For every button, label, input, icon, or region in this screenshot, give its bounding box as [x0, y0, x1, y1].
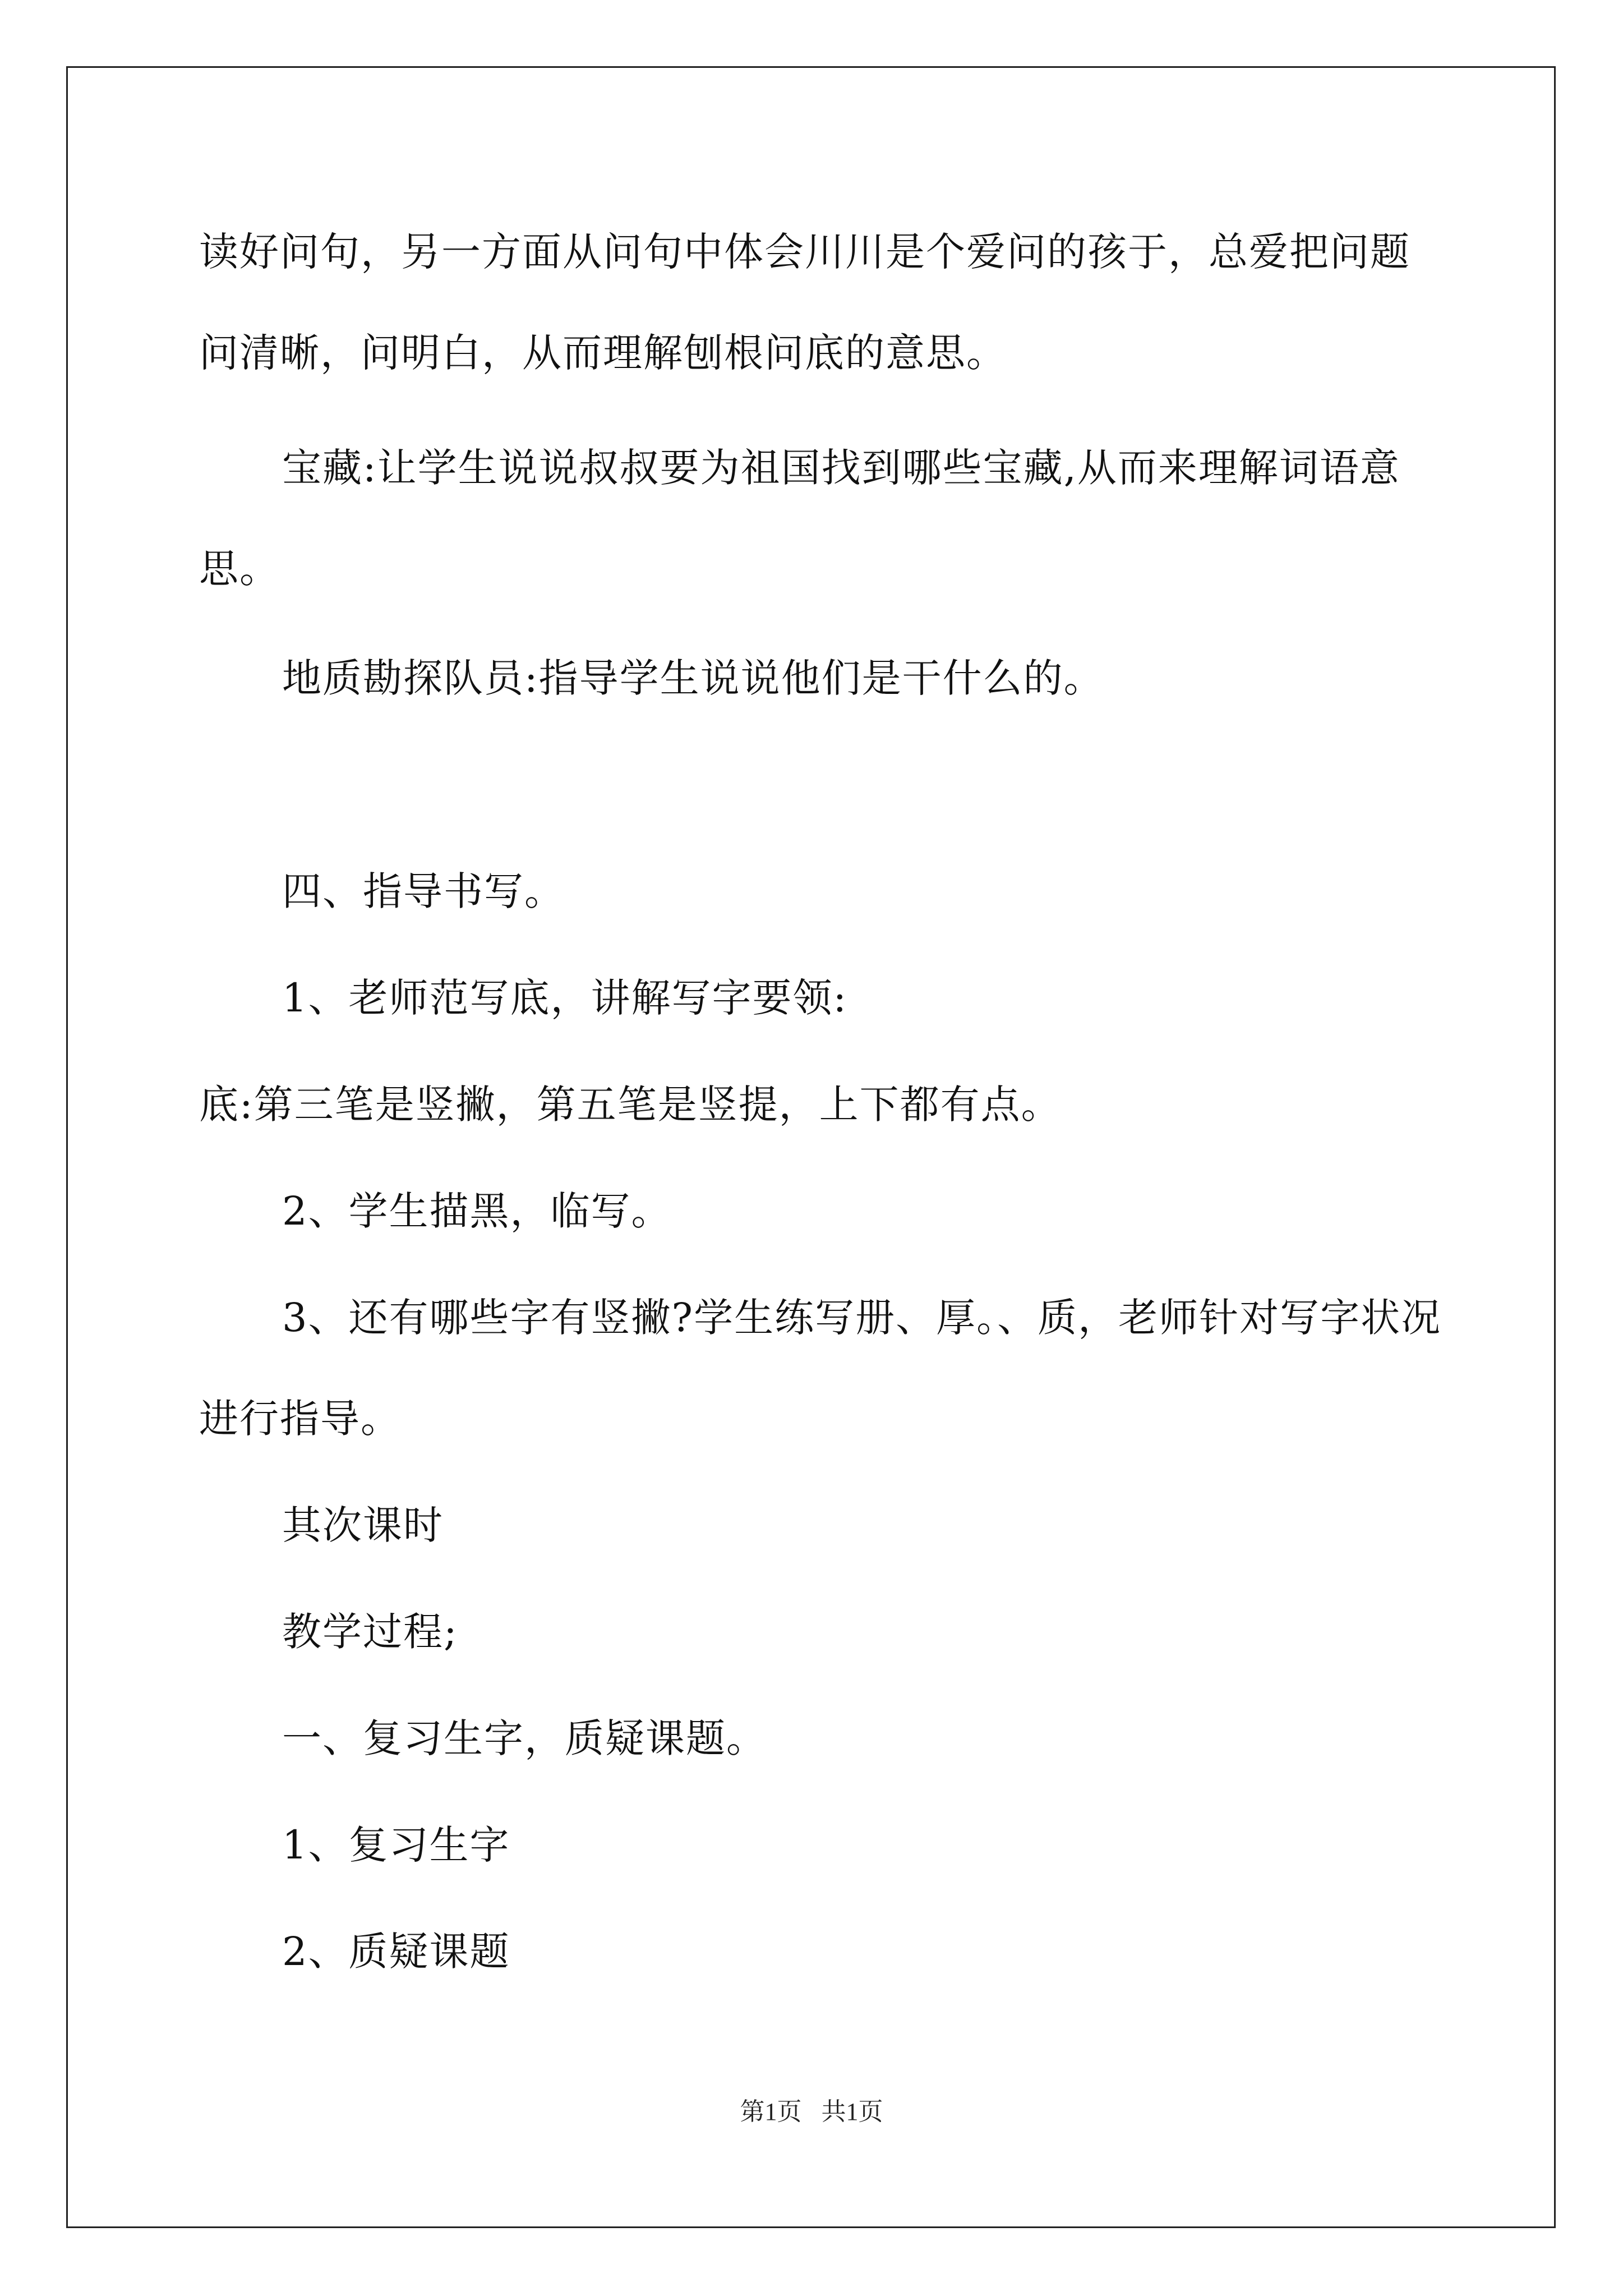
- section-heading: 一、复习生字，质疑课题。: [282, 1715, 767, 1761]
- text-line: 思。: [199, 546, 280, 592]
- text-line: 底:第三笔是竖撇，第五笔是竖提，上下都有点。: [199, 1082, 1062, 1128]
- text-line: 问清晰，问明白，从而理解刨根问底的意思。: [199, 330, 1007, 376]
- text-line: 地质勘探队员:指导学生说说他们是干什么的。: [282, 655, 1104, 701]
- current-page-label: 第1页: [740, 2098, 802, 2125]
- text-line: 宝藏:让学生说说叔叔要为祖国找到哪些宝藏,从而来理解词语意: [282, 445, 1400, 491]
- text-line: 读好问句，另一方面从问句中体会川川是个爱问的孩于，总爱把问题: [199, 229, 1410, 275]
- list-item: 1、复习生字: [282, 1822, 510, 1868]
- section-heading: 四、指导书写。: [282, 868, 565, 914]
- text-line: 教学过程;: [282, 1609, 458, 1655]
- text-line: 进行指导。: [199, 1396, 401, 1442]
- section-heading: 其次课时: [282, 1502, 444, 1548]
- page-border: [66, 66, 1556, 2228]
- page-footer: [0, 2095, 1623, 2129]
- list-item: 1、老师范写底，讲解写字要领:: [282, 975, 848, 1021]
- list-item: 2、质疑课题: [282, 1929, 510, 1975]
- total-pages-label: 共1页: [821, 2098, 883, 2125]
- list-item: 2、学生描黑，临写。: [282, 1188, 672, 1234]
- list-item: 3、还有哪些字有竖撇?学生练写册、厚。、质，老师针对写字状况: [282, 1295, 1442, 1341]
